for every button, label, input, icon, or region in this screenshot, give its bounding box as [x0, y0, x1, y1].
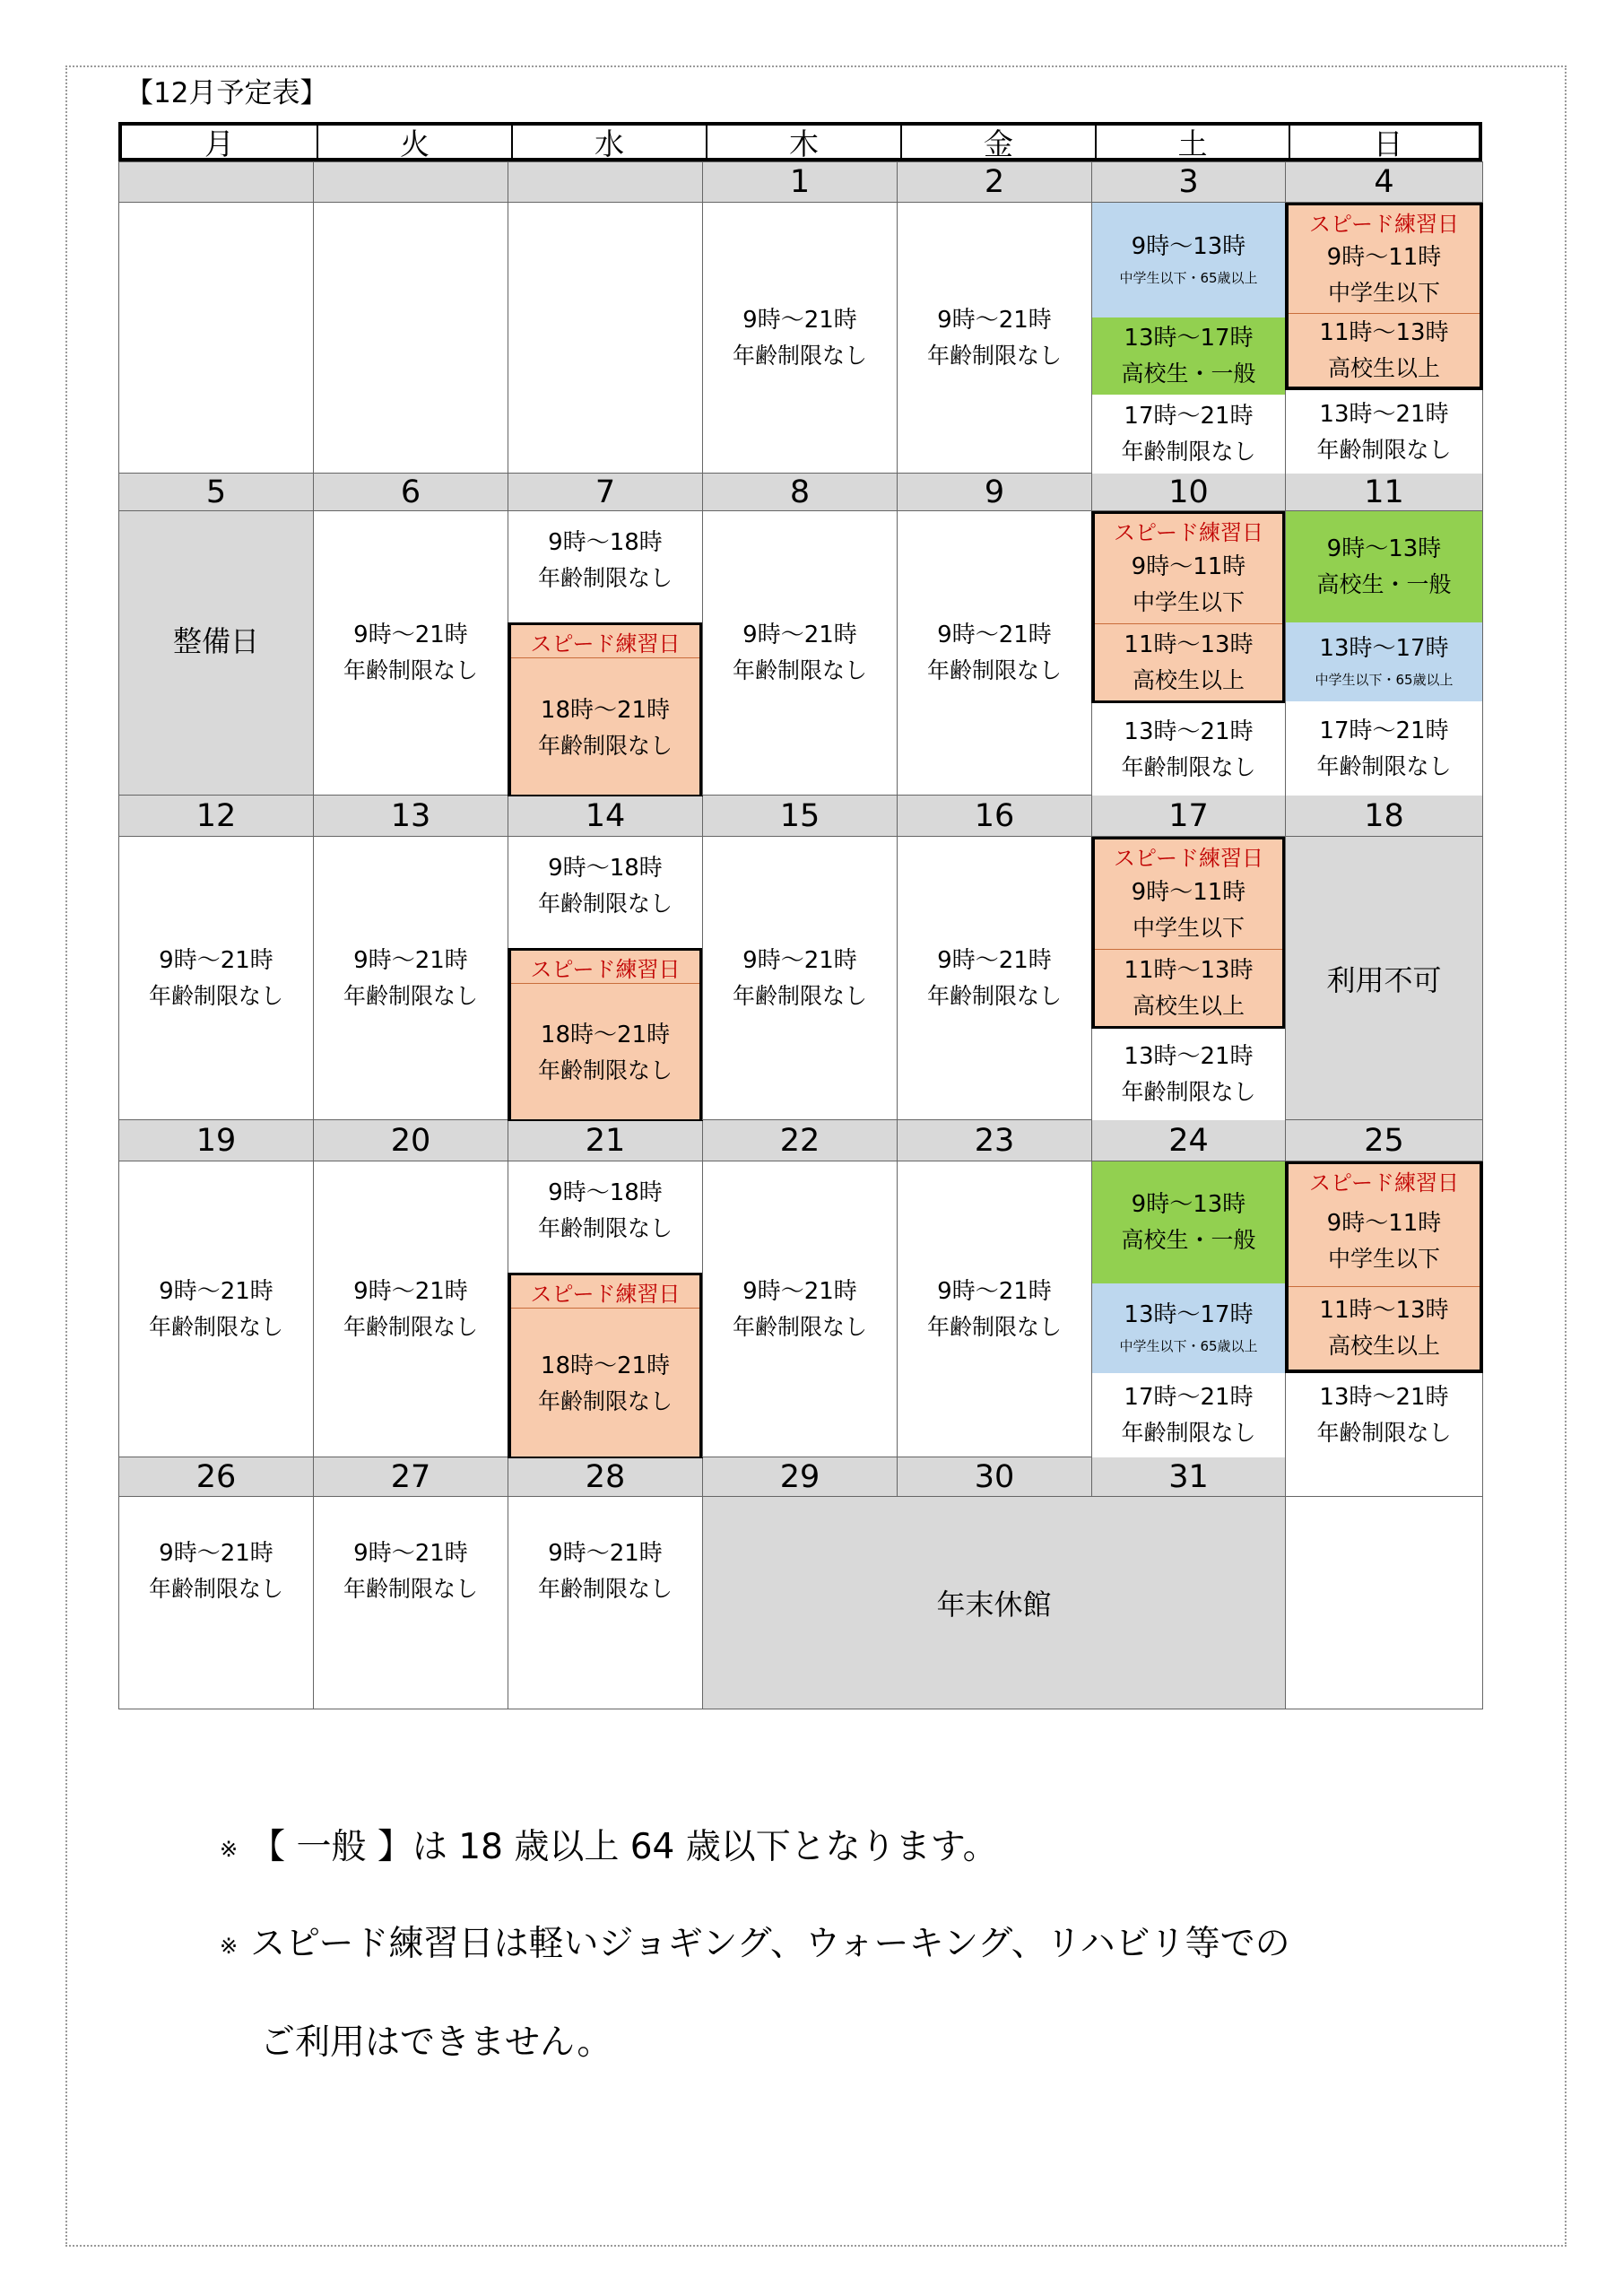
- slot-audience: 中学生以下・65歳以上: [1119, 1338, 1258, 1354]
- slot-audience: 年齢制限なし: [926, 657, 1062, 683]
- speed-practice-label: スピード練習日: [1095, 514, 1282, 547]
- day-number: 13: [313, 795, 508, 837]
- slot-audience: 年齢制限なし: [1316, 1420, 1452, 1446]
- weekday-header: [118, 122, 1482, 161]
- weekday-label: 水: [511, 126, 706, 158]
- day-number: 8: [702, 473, 898, 511]
- slot-time: 11時～13時: [1319, 1296, 1449, 1324]
- slot-time: 9時～11時: [1131, 553, 1246, 580]
- day-cell: [897, 202, 1092, 474]
- day-number: 15: [702, 795, 898, 837]
- day-number: 6: [313, 473, 508, 511]
- slot-time: 9時～13時: [1131, 233, 1246, 260]
- slot-time: 17時～21時: [1319, 717, 1449, 744]
- unavailable-label: 利用不可: [1326, 962, 1442, 997]
- time-slot: [1289, 1286, 1480, 1369]
- slot-audience: 年齢制限なし: [148, 1313, 283, 1340]
- speed-practice-label: スピード練習日: [1289, 205, 1480, 239]
- day-cell: [702, 1161, 898, 1457]
- slot-audience: 年齢制限なし: [148, 1576, 283, 1602]
- time-slot: [314, 1161, 508, 1457]
- day-cell: [1285, 836, 1483, 1120]
- day-cell: [508, 1161, 703, 1457]
- slot-audience: 年齢制限なし: [732, 1313, 867, 1340]
- time-slot: [1095, 546, 1282, 623]
- time-slot: [511, 987, 699, 1119]
- slot-audience: 中学生以下・65歳以上: [1119, 270, 1258, 286]
- time-slot: [1092, 395, 1285, 474]
- slot-audience: 年齢制限なし: [926, 342, 1062, 369]
- note-speed-day-cont: ご利用はできません。: [260, 2022, 612, 2063]
- time-slot: [898, 1161, 1091, 1457]
- day-number: 23: [897, 1119, 1092, 1161]
- speed-practice-block: [1091, 837, 1286, 1029]
- day-number: 27: [313, 1457, 508, 1497]
- day-cell: [313, 1496, 508, 1709]
- day-cell: [1091, 1161, 1286, 1457]
- day-number: 31: [1091, 1457, 1286, 1497]
- slot-audience: 年齢制限なし: [537, 1215, 673, 1241]
- time-slot: [1286, 1373, 1482, 1457]
- time-slot: [1286, 701, 1482, 796]
- time-slot: [1092, 1373, 1285, 1457]
- day-number: 22: [702, 1119, 898, 1161]
- time-slot: [703, 511, 897, 795]
- slot-audience: 年齢制限なし: [537, 891, 673, 917]
- day-number: 12: [118, 795, 314, 837]
- day-number: 10: [1091, 473, 1286, 511]
- time-slot: [1289, 238, 1480, 313]
- slot-time: 9時～21時: [742, 622, 857, 648]
- day-cell: [1285, 1161, 1483, 1457]
- slot-audience: 年齢制限なし: [1316, 752, 1452, 779]
- day-cell: [118, 1161, 314, 1457]
- day-number: 26: [118, 1457, 314, 1497]
- slot-time: 9時～21時: [159, 1277, 273, 1305]
- day-number: 18: [1285, 795, 1483, 837]
- day-number: 16: [897, 795, 1092, 837]
- slot-time: 9時～18時: [548, 855, 663, 882]
- slot-time: 9時～21時: [159, 946, 273, 974]
- time-slot: [119, 1533, 313, 1610]
- slot-audience: 年齢制限なし: [343, 1313, 478, 1340]
- slot-time: 9時～21時: [937, 622, 1052, 648]
- slot-time: 9時～21時: [742, 1277, 857, 1305]
- time-slot: [1286, 390, 1482, 474]
- day-number: [118, 161, 314, 203]
- day-cell: [313, 510, 508, 796]
- slot-time: 9時～11時: [1326, 1210, 1442, 1237]
- slot-time: 13時～21時: [1319, 1384, 1449, 1411]
- slot-time: 9時～18時: [548, 529, 663, 556]
- day-cell: [508, 202, 703, 474]
- speed-practice-label: スピード練習日: [1095, 839, 1282, 873]
- day-number: 19: [118, 1119, 314, 1161]
- slot-audience: 年齢制限なし: [732, 982, 867, 1009]
- slot-audience: 高校生以上: [1327, 1332, 1440, 1359]
- day-number: 14: [508, 795, 703, 837]
- time-slot: [314, 837, 508, 1119]
- time-slot: [1092, 1161, 1285, 1283]
- slot-time: 13時～17時: [1124, 325, 1254, 352]
- time-slot: [508, 846, 702, 926]
- time-slot: [511, 1311, 699, 1457]
- time-slot: [703, 837, 897, 1119]
- speed-practice-label: スピード練習日: [511, 625, 699, 658]
- day-cell: [702, 510, 898, 796]
- note-general-age: [220, 1825, 998, 1872]
- slot-audience: 高校生・一般: [1316, 571, 1452, 597]
- slot-audience: 高校生以上: [1327, 354, 1440, 381]
- slot-audience: 年齢制限なし: [343, 657, 478, 683]
- time-slot: [898, 837, 1091, 1119]
- time-slot: [898, 511, 1091, 795]
- page-title: 【12月予定表】: [126, 77, 328, 109]
- weekday-label: 火: [317, 126, 511, 158]
- time-slot: [1289, 313, 1480, 387]
- slot-time: 9時～21時: [353, 946, 468, 974]
- day-cell: [1091, 836, 1286, 1120]
- time-slot: [508, 1533, 702, 1610]
- slot-audience: 高校生以上: [1132, 666, 1245, 693]
- time-slot: [1092, 1029, 1285, 1120]
- slot-time: 9時～21時: [159, 1540, 273, 1567]
- time-slot: [1286, 511, 1482, 622]
- slot-time: 9時～11時: [1131, 879, 1246, 906]
- weekday-label: 土: [1095, 126, 1289, 158]
- day-number: 21: [508, 1119, 703, 1161]
- time-slot: [119, 1161, 313, 1457]
- time-slot: [508, 1170, 702, 1251]
- time-slot: [1289, 1196, 1480, 1286]
- day-cell: [897, 510, 1092, 796]
- slot-time: 13時～17時: [1319, 635, 1449, 662]
- time-slot: [1092, 203, 1285, 317]
- slot-audience: 中学生以下: [1327, 1246, 1440, 1272]
- time-slot: [703, 1161, 897, 1457]
- slot-time: 9時～11時: [1326, 244, 1442, 271]
- weekday-label: 日: [1289, 126, 1486, 158]
- day-number: 24: [1091, 1119, 1286, 1161]
- day-number: 11: [1285, 473, 1483, 511]
- day-cell: [118, 510, 314, 796]
- day-cell: [1285, 1496, 1483, 1709]
- note-speed-day: [220, 1922, 1290, 1969]
- slot-audience: 年齢制限なし: [1121, 1079, 1256, 1105]
- day-cell: [118, 202, 314, 474]
- day-cell: [508, 836, 703, 1120]
- day-cell: [897, 836, 1092, 1120]
- slot-time: 13時～21時: [1124, 1043, 1254, 1070]
- speed-practice-block: [508, 622, 703, 796]
- time-slot: [1092, 1283, 1285, 1373]
- slot-audience: 中学生以下・65歳以上: [1315, 672, 1454, 688]
- slot-time: 17時～21時: [1124, 403, 1254, 430]
- note-mark: ※: [220, 1933, 239, 1959]
- time-slot: [1286, 622, 1482, 701]
- slot-time: 18時～21時: [540, 1022, 671, 1048]
- slot-time: 9時～13時: [1326, 535, 1442, 562]
- slot-time: 9時～21時: [742, 306, 857, 334]
- time-slot: [898, 203, 1091, 473]
- slot-time: 9時～21時: [353, 622, 468, 648]
- speed-practice-label: スピード練習日: [511, 1275, 699, 1309]
- time-slot: [1095, 872, 1282, 949]
- day-number: 25: [1285, 1119, 1483, 1161]
- slot-audience: 年齢制限なし: [1121, 1420, 1256, 1446]
- day-number: 9: [897, 473, 1092, 511]
- day-number: [313, 161, 508, 203]
- day-cell: [1091, 202, 1286, 474]
- day-number: 20: [313, 1119, 508, 1161]
- speed-practice-label: スピード練習日: [1289, 1164, 1480, 1197]
- slot-time: 13時～21時: [1319, 400, 1449, 428]
- slot-time: 9時～18時: [548, 1179, 663, 1206]
- day-number: 3: [1091, 161, 1286, 203]
- day-cell: [508, 510, 703, 796]
- time-slot: [1092, 317, 1285, 395]
- day-number: 17: [1091, 795, 1286, 837]
- slot-time: 9時～21時: [937, 306, 1052, 334]
- slot-audience: 年齢制限なし: [1316, 436, 1452, 463]
- slot-time: 9時～21時: [353, 1277, 468, 1305]
- day-cell: [1091, 510, 1286, 796]
- slot-time: 11時～13時: [1124, 956, 1254, 984]
- slot-audience: 年齢制限なし: [926, 982, 1062, 1009]
- day-number: 4: [1285, 161, 1483, 203]
- slot-time: 9時～21時: [353, 1540, 468, 1567]
- speed-practice-block: [1091, 511, 1286, 703]
- weekday-label: 木: [706, 126, 900, 158]
- time-slot: [1092, 703, 1285, 796]
- day-cell: [897, 1161, 1092, 1457]
- slot-time: 13時～21時: [1124, 718, 1254, 745]
- day-cell: [1285, 510, 1483, 796]
- slot-time: 9時～13時: [1131, 1191, 1246, 1218]
- day-cell: [702, 202, 898, 474]
- weekday-label: 金: [900, 126, 1095, 158]
- slot-time: 13時～17時: [1124, 1301, 1254, 1328]
- time-slot: [511, 661, 699, 795]
- slot-time: 11時～13時: [1319, 318, 1449, 346]
- slot-time: 9時～21時: [937, 946, 1052, 974]
- speed-practice-block: [1285, 203, 1483, 390]
- day-cell: [313, 1161, 508, 1457]
- speed-practice-block: [508, 1273, 703, 1458]
- day-cell: [118, 1496, 314, 1709]
- note-mark: ※: [220, 1836, 239, 1862]
- slot-audience: 中学生以下: [1132, 915, 1245, 941]
- slot-time: 18時～21時: [540, 1352, 671, 1379]
- slot-audience: 年齢制限なし: [926, 1313, 1062, 1340]
- day-number: 5: [118, 473, 314, 511]
- slot-audience: 高校生以上: [1132, 992, 1245, 1019]
- note-text: 【 一般 】は 18 歳以上 64 歳以下となります。: [250, 1827, 998, 1867]
- slot-audience: 年齢制限なし: [732, 342, 867, 369]
- year-end-closure-label: 年末休館: [936, 1587, 1052, 1622]
- day-number: 29: [702, 1457, 898, 1497]
- time-slot: [1095, 949, 1282, 1026]
- slot-time: 11時～13時: [1124, 631, 1254, 658]
- slot-audience: 年齢制限なし: [1121, 753, 1256, 780]
- time-slot: [119, 837, 313, 1119]
- day-number: [508, 161, 703, 203]
- slot-audience: 年齢制限なし: [343, 982, 478, 1009]
- slot-time: 9時～21時: [742, 946, 857, 974]
- day-number: 7: [508, 473, 703, 511]
- slot-audience: 年齢制限なし: [1121, 439, 1256, 465]
- day-cell: [702, 836, 898, 1120]
- maintenance-day-label: 整備日: [172, 624, 259, 658]
- slot-audience: 高校生・一般: [1121, 361, 1256, 387]
- slot-audience: 年齢制限なし: [537, 1576, 673, 1602]
- slot-audience: 年齢制限なし: [148, 982, 283, 1009]
- time-slot: [314, 511, 508, 795]
- speed-practice-label: スピード練習日: [511, 951, 699, 984]
- slot-audience: 中学生以下: [1132, 589, 1245, 615]
- slot-time: 18時～21時: [540, 696, 671, 724]
- slot-audience: 年齢制限なし: [343, 1576, 478, 1602]
- slot-audience: 年齢制限なし: [537, 732, 673, 759]
- day-number: 1: [702, 161, 898, 203]
- slot-time: 17時～21時: [1124, 1384, 1254, 1411]
- note-text: スピード練習日は軽いジョギング、ウォーキング、リハビリ等での: [250, 1924, 1290, 1964]
- day-number: 2: [897, 161, 1092, 203]
- day-cell: [118, 836, 314, 1120]
- slot-time: 9時～21時: [548, 1540, 663, 1567]
- slot-audience: 年齢制限なし: [537, 565, 673, 591]
- slot-audience: 年齢制限なし: [732, 657, 867, 683]
- speed-practice-block: [1285, 1161, 1483, 1373]
- day-number: 30: [897, 1457, 1092, 1497]
- time-slot: [703, 203, 897, 473]
- slot-audience: 中学生以下: [1327, 280, 1440, 306]
- slot-time: 9時～21時: [937, 1277, 1052, 1305]
- day-cell: [313, 202, 508, 474]
- time-slot: [314, 1533, 508, 1610]
- time-slot: [508, 520, 702, 601]
- day-cell: [508, 1496, 703, 1709]
- day-number: [1285, 1457, 1483, 1497]
- speed-practice-block: [508, 948, 703, 1121]
- day-cell: [1285, 202, 1483, 474]
- weekday-label: 月: [204, 126, 234, 161]
- day-number: 28: [508, 1457, 703, 1497]
- time-slot: [1095, 623, 1282, 700]
- slot-audience: 年齢制限なし: [537, 1057, 673, 1083]
- year-end-closure: [702, 1496, 1286, 1709]
- slot-audience: 高校生・一般: [1121, 1227, 1256, 1253]
- day-cell: [313, 836, 508, 1120]
- slot-audience: 年齢制限なし: [537, 1388, 673, 1414]
